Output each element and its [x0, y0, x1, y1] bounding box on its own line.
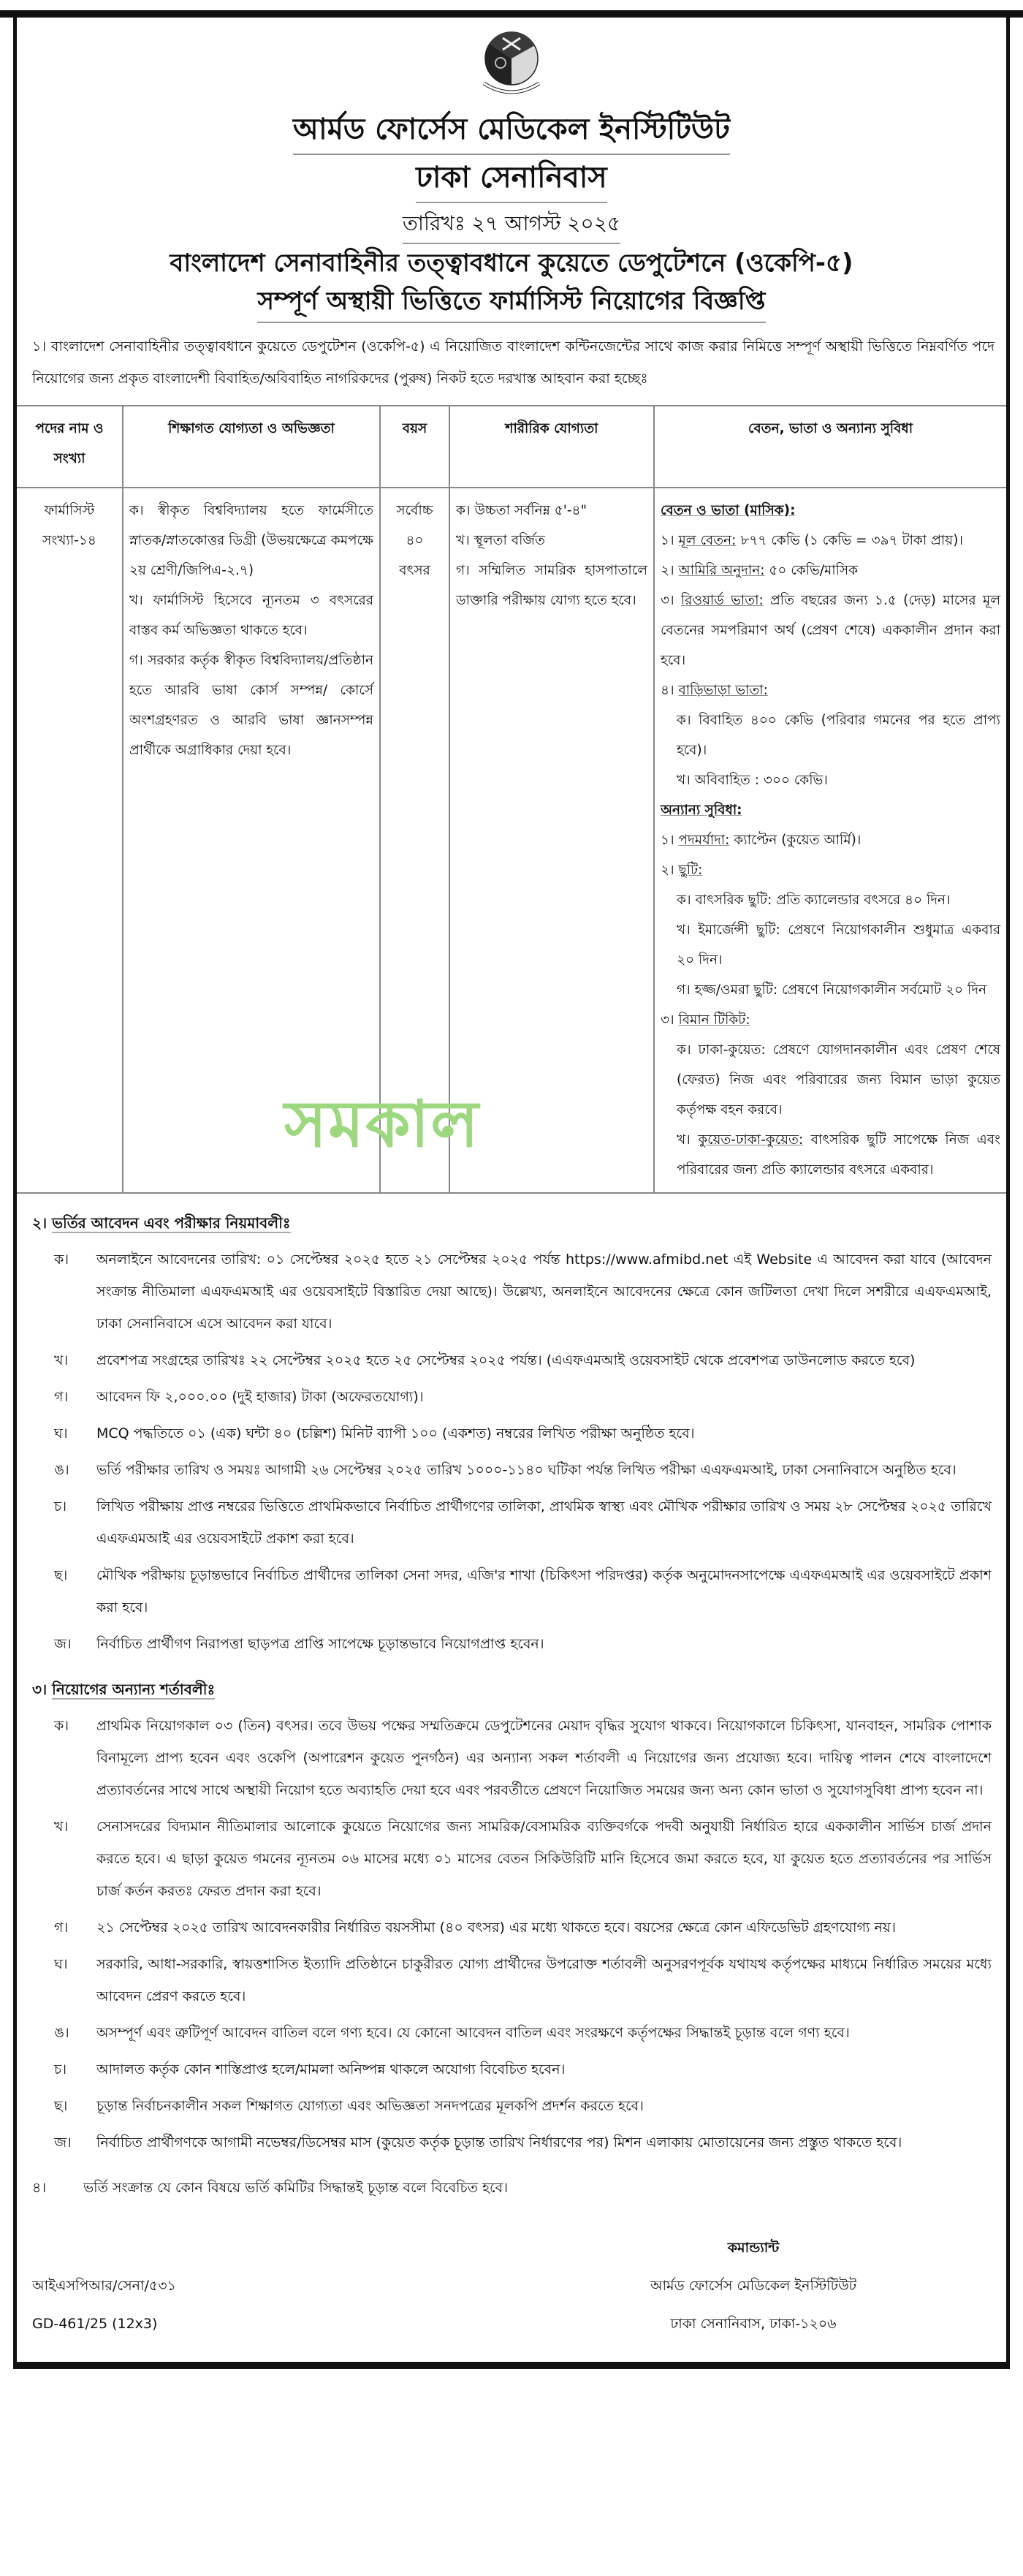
section-admission-decision: [32, 2172, 995, 2204]
section-application-rules: [32, 1207, 995, 1660]
age-cell: [380, 488, 449, 1193]
table-row: [17, 488, 1006, 1193]
benefit-leave: ২। ছুটি:: [661, 863, 703, 878]
signatory-address: ঢাকা সেনানিবাস, ঢাকা-১২০৬: [670, 2316, 837, 2332]
condition-item: ঙ। অসম্পূর্ণ এবং ত্রুটিপূর্ণ আবেদন বাতিল বলে গণ্য হবে। যে কোনো আবেদন বাতিল এবং সংরক্ষণে কর্তৃপক্ষের সিদ্ধান্তই চূড়ান্ত বলে গণ্য হবে।: [54, 2025, 850, 2041]
age-label: সর্বোচ্চ: [396, 503, 433, 518]
section-other-conditions: [32, 1673, 995, 2159]
samakal-watermark: সমকাল: [284, 1086, 480, 1162]
section-2-title: ২। ভর্তির আবেদন এবং পরীক্ষার নিয়মাবলীঃ: [32, 1214, 291, 1232]
rule-item: চ। লিখিত পরীক্ষায় প্রাপ্ত নম্বরের ভিত্তিতে প্রাথমিকভাবে নির্বাচিত প্রার্থীগণের তালিকা, প্রাথমিক স্বাস্থ্য এবং মৌখিক পরীক্ষার তারিখ ও সময় ২৮ সেপ্টেম্বর ২০২৫ তারিখে এএফএমআই এর ওয়েবসাইটে প্রকাশ করা হবে।: [54, 1499, 992, 1547]
education-item: গ। সরকার কর্তৃক স্বীকৃত বিশ্ববিদ্যালয়/প্রতিষ্ঠান হতে আরবি ভাষা কোর্স সম্পন্ন/ কোর্সে অংশগ্রহণরত ও আরবি ভাষা জ্ঞানসম্পন্ন প্রার্থীকে অগ্রাধিকার দেয়া হবে।: [129, 653, 373, 758]
section-3-title: ৩। নিয়োগের অন্যান্য শর্তাবলীঃ: [32, 1681, 216, 1698]
subtitle-line-1: বাংলাদেশ সেনাবাহিনীর তত্ত্বাবধানে কুয়েতে ডেপুটেশনে (ওকেপি-৫): [170, 249, 853, 278]
intro-paragraph: ১। বাংলাদেশ সেনাবাহিনীর তত্ত্বাবধানে কুয়েতে ডেপুটেশন (ওকেপি-৫) এ নিয়োজিত বাংলাদেশ কন্টিনজেন্টের সাথে কাজ করার নিমিত্তে সম্পূর্ণ অস্থায়ী ভিত্তিতে নিম্নবর্ণিত পদে নিয়োগের জন্য প্রকৃত বাংলাদেশী বিবাহিত/অবিবাহিত নাগরিকদের (পুরুষ) নিকট হতে দরখাস্ত আহবান করা হচ্ছেঃ: [32, 338, 995, 387]
physical-item: গ। সম্মিলিত সামরিক হাসপাতালে ডাক্তারি পরীক্ষায় যোগ্য হতে হবে।: [456, 563, 647, 608]
section-4-item: ৪। ভর্তি সংক্রান্ত যে কোন বিষয়ে ভর্তি কমিটির সিদ্ধান্তই চূড়ান্ত বলে বিবেচিত হবে।: [32, 2180, 509, 2196]
education-item: খ। ফার্মাসিস্ট হিসেবে ন্যূনতম ৩ বৎসরের বাস্তব কর্ম অভিজ্ঞতা থাকতে হবে।: [129, 593, 373, 638]
house-rent-unmarried: খ। অবিবাহিত : ৩০০ কেভি।: [677, 773, 828, 788]
notice-date: তারিখঃ ২৭ আগস্ট ২০২৫: [23, 206, 1000, 244]
salary-heading: বেতন ও ভাতা (মাসিক):: [661, 503, 796, 518]
location-title: ঢাকা সেনানিবাস: [23, 155, 1000, 203]
physical-cell: [449, 488, 654, 1193]
condition-item: জ। নির্বাচিত প্রার্থীগণকে আগামী নভেম্বর/ডিসেম্বর মাস (কুয়েত কর্তৃক চূড়ান্ত তারিখ নির্ধারণের পর) মিশন এলাকায় মোতায়েনের জন্য প্রস্তুত থাকতে হবে।: [54, 2134, 902, 2151]
condition-item: গ। ২১ সেপ্টেম্বর ২০২৫ তারিখ আবেদনকারীর নির্ধারিত বয়সসীমা (৪০ বৎসর) এর মধ্যে থাকতে হবে। বয়সের ক্ষেত্রে কোন এফিডেভিট গ্রহণযোগ্য নয়।: [54, 1920, 896, 1936]
other-benefits-heading: অন্যান্য সুবিধা:: [661, 803, 742, 818]
education-cell: [123, 488, 380, 1193]
institute-name: আর্মড ফোর্সেস মেডিকেল ইনস্টিটিউট: [23, 107, 1000, 155]
subtitle-line-2: সম্পূর্ণ অস্থায়ী ভিত্তিতে ফার্মাসিস্ট নিয়োগের বিজ্ঞপ্তি: [23, 282, 1000, 323]
ispr-reference: আইএসপিআর/সেনা/৫৩১: [32, 2278, 176, 2294]
post-name: ফার্মাসিস্ট: [44, 503, 95, 518]
benefits-cell: [654, 488, 1006, 1193]
afmi-logo-emblem: [474, 25, 549, 101]
table-header-row: [17, 406, 1006, 488]
rule-item: জ। নির্বাচিত প্রার্থীগণ নিরাপত্তা ছাড়পত্র প্রাপ্তি সাপেক্ষে চূড়ান্তভাবে নিয়োগপ্রাপ্ত হবেন।: [54, 1636, 544, 1652]
ticket-item: খ। কুয়েত-ঢাকা-কুয়েত: বাৎসরিক ছুটি সাপেক্ষে নিজ এবং পরিবারের জন্য প্রতি ক্যালেন্ডার বৎসরে একবার।: [677, 1132, 1000, 1178]
benefit-house-rent: ৪। বাড়িভাড়া ভাতা:: [661, 683, 768, 698]
signatory-block: [593, 2229, 914, 2343]
leave-item: খ। ইমার্জেন্সী ছুটি: প্রেষণে নিয়োগকালীন শুধুমাত্র একবার ২০ দিন।: [677, 923, 1000, 968]
age-value: ৪০: [406, 533, 424, 548]
benefit-amiri-grant: ২। আমিরি অনুদান: ৫০ কেভি/মাসিক: [661, 563, 859, 578]
physical-item: ক। উচ্চতা সর্বনিম্ন ৫'-৪": [456, 503, 587, 518]
top-border-bar: [0, 10, 1023, 18]
post-count: সংখ্যা-১৪: [42, 533, 96, 548]
benefit-rank: ১। পদমর্যাদা: ক্যাপ্টেন (কুয়েত আর্মি)।: [661, 833, 862, 848]
rule-item: খ। প্রবেশপত্র সংগ্রহের তারিখঃ ২২ সেপ্টেম্বর ২০২৫ হতে ২৫ সেপ্টেম্বর ২০২৫ পর্যন্ত। (এএফএমআই ওয়েবসাইট থেকে প্রবেশপত্র ডাউনলোড করতে হবে): [54, 1352, 916, 1368]
condition-item: খ। সেনাসদরের বিদ্যমান নীতিমালার আলোকে কুয়েতে নিয়োগের জন্য সামরিক/বেসামরিক ব্যক্তিবর্গকে পদবী অনুযায়ী নির্ধারিত হারে এককালীন সার্ভিস চার্জ প্রদান করতে হবে। এ ছাড়া কুয়েত গমনের ন্যূনতম ০৬ মাসের মধ্যে ০১ মাসের বেতন সিকিউরিটি মানি হিসেবে জমা করতে হবে, যা কুয়েত হতে প্রত্যাবর্তনের পর সার্ভিস চার্জ কর্তন করতঃ ফেরত প্রদান করা হবে।: [54, 1819, 992, 1899]
leave-item: গ। হজ্জ/ওমরা ছুটি: প্রেষণে নিয়োগকালীন সর্বমোট ২০ দিন: [677, 982, 987, 998]
gd-reference: GD-461/25 (12x3): [32, 2316, 158, 2332]
recruitment-table: [17, 405, 1006, 1194]
condition-item: ঘ। সরকারি, আধা-সরকারি, স্বায়ত্তশাসিত ইত্যাদি প্রতিষ্ঠানে চাকুরীরত যোগ্য প্রার্থীদের উপরোক্ত শর্তাবলী অনুসরণপূর্বক যথাযথ কর্তৃপক্ষের মাধ্যমে নির্ধারিত সময়ের মধ্যে আবেদন প্রেরণ করতে হবে।: [54, 1956, 992, 2004]
table-wrapper: [17, 405, 1006, 1194]
rule-item: ঙ। ভর্তি পরীক্ষার তারিখ ও সময়ঃ আগামী ২৬ সেপ্টেম্বর ২০২৫ তারিখ ১০০০-১১৪০ ঘটিকা পর্যন্ত লিখিত পরীক্ষা এএফএমআই, ঢাকা সেনানিবাসে অনুষ্ঠিত হবে।: [54, 1462, 957, 1478]
rule-item: ক। অনলাইনে আবেদনের তারিখ: ০১ সেপ্টেম্বর ২০২৫ হতে ২১ সেপ্টেম্বর ২০২৫ পর্যন্ত https://www.afmibd.net এই Website এ আবেদন করা যাবে (আবেদন সংক্রান্ত নীতিমালা এএফএমআই এর ওয়েবসাইটে বিস্তারিত দেয়া আছে)। উল্লেখ্য, অনলাইনে আবেদনের ক্ষেত্রে কোন জটিলতা দেখা দিলে সশরীরে এএফএমআই, ঢাকা সেনানিবাসে এসে আবেদন করা যাবে।: [54, 1251, 992, 1332]
age-unit: বৎসর: [399, 563, 430, 578]
footer-references: [32, 2267, 176, 2343]
header-benefits: বেতন, ভাতা ও অন্যান্য সুবিধা: [654, 406, 1006, 488]
condition-item: ক। প্রাথমিক নিয়োগকাল ০৩ (তিন) বৎসর। তবে উভয় পক্ষের সম্মতিক্রমে ডেপুটেশনের মেয়াদ বৃদ্ধির সুযোগ থাকবে। নিয়োগকালে চিকিৎসা, যানবাহন, সামরিক পোশাক বিনামূল্যে প্রাপ্য হবেন এবং ওকেপি (অপারেশন কুয়েত পুনর্গঠন) এর অন্যান্য সকল শর্তাবলী এ নিয়োগের জন্য প্রযোজ্য হবে। দায়িত্ব পালন শেষে বাংলাদেশে প্রত্যাবর্তনের সাথে সাথে অস্থায়ী নিয়োগ হতে অব্যাহতি দেয়া হবে এবং পরবর্তীতে প্রেষণে নিয়োজিত সময়ের জন্য অন্য কোন ভাতা ও সুযোগসুবিধা প্রাপ্য হবেন না।: [54, 1718, 992, 1798]
post-cell: [17, 488, 123, 1193]
rule-item: ছ। মৌখিক পরীক্ষায় চূড়ান্তভাবে নির্বাচিত প্রার্থীদের তালিকা সেনা সদর, এজি'র শাখা (চিকিৎসা পরিদপ্তর) কর্তৃক অনুমোদনসাপেক্ষে এএফএমআই এর ওয়েবসাইটে প্রকাশ করা হবে।: [54, 1567, 992, 1615]
benefit-reward-allowance: ৩। রিওয়ার্ড ভাতা: প্রতি বছরের জন্য ১.৫ (দেড়) মাসের মূল বেতনের সমপরিমাণ অর্থ (প্রেষণ শেষে) এককালীন প্রদান করা হবে।: [661, 593, 1000, 668]
notice-frame: [13, 18, 1010, 2369]
logo-area: [17, 25, 1006, 107]
physical-item: খ। স্থূলতা বর্জিত: [456, 533, 545, 548]
footer: [32, 2229, 995, 2343]
signatory-org: আর্মড ফোর্সেস মেডিকেল ইনস্টিটিউট: [650, 2278, 857, 2294]
rule-item: গ। আবেদন ফি ২,০০০.০০ (দুই হাজার) টাকা (অফেরতযোগ্য)।: [54, 1389, 424, 1405]
header-post: পদের নাম ও সংখ্যা: [17, 406, 123, 488]
leave-item: ক। বাৎসরিক ছুটি: প্রতি ক্যালেন্ডার বৎসরে ৪০ দিন।: [677, 893, 951, 908]
house-rent-married: ক। বিবাহিত ৪০০ কেভি (পরিবার গমনের পর হতে প্রাপ্য হবে)।: [677, 713, 1000, 758]
benefit-air-ticket: ৩। বিমান টিকিট:: [661, 1012, 750, 1028]
signatory-title: কমান্ড্যান্ট: [727, 2240, 780, 2256]
header-education: শিক্ষাগত যোগ্যতা ও অভিজ্ঞতা: [123, 406, 380, 488]
header-age: বয়স: [380, 406, 449, 488]
education-item: ক। স্বীকৃত বিশ্ববিদ্যালয় হতে ফার্মেসীতে স্নাতক/স্নাতকোত্তর ডিগ্রী (উভয়ক্ষেত্রে কমপক্ষে ২য় শ্রেণী/জিপিএ-২.৭): [129, 503, 373, 578]
header-physical: শারীরিক যোগ্যতা: [449, 406, 654, 488]
condition-item: ছ। চূড়ান্ত নির্বাচনকালীন সকল শিক্ষাগত যোগ্যতা এবং অভিজ্ঞতা সনদপত্রের মূলকপি প্রদর্শন করতে হবে।: [54, 2098, 644, 2114]
benefit-basic-pay: ১। মূল বেতন: ৮৭৭ কেভি (১ কেভি = ৩৯৭ টাকা প্রায়)।: [661, 533, 964, 548]
rule-item: ঘ। MCQ পদ্ধতিতে ০১ (এক) ঘন্টা ৪০ (চল্লিশ) মিনিট ব্যাপী ১০০ (একশত) নম্বরের লিখিত পরীক্ষা অনুষ্ঠিত হবে।: [54, 1425, 695, 1442]
ticket-item: ক। ঢাকা-কুয়েত: প্রেষণে যোগদানকালীন এবং প্রেষণ শেষে (ফেরত) নিজ এবং পরিবারের জন্য বিমান ভাড়া কুয়েত কর্তৃপক্ষ বহন করবে।: [677, 1042, 1000, 1118]
condition-item: চ। আদালত কর্তৃক কোন শাস্তিপ্রাপ্ত হলে/মামলা অনিষ্পন্ন থাকলে অযোগ্য বিবেচিত হবেন।: [54, 2061, 566, 2077]
